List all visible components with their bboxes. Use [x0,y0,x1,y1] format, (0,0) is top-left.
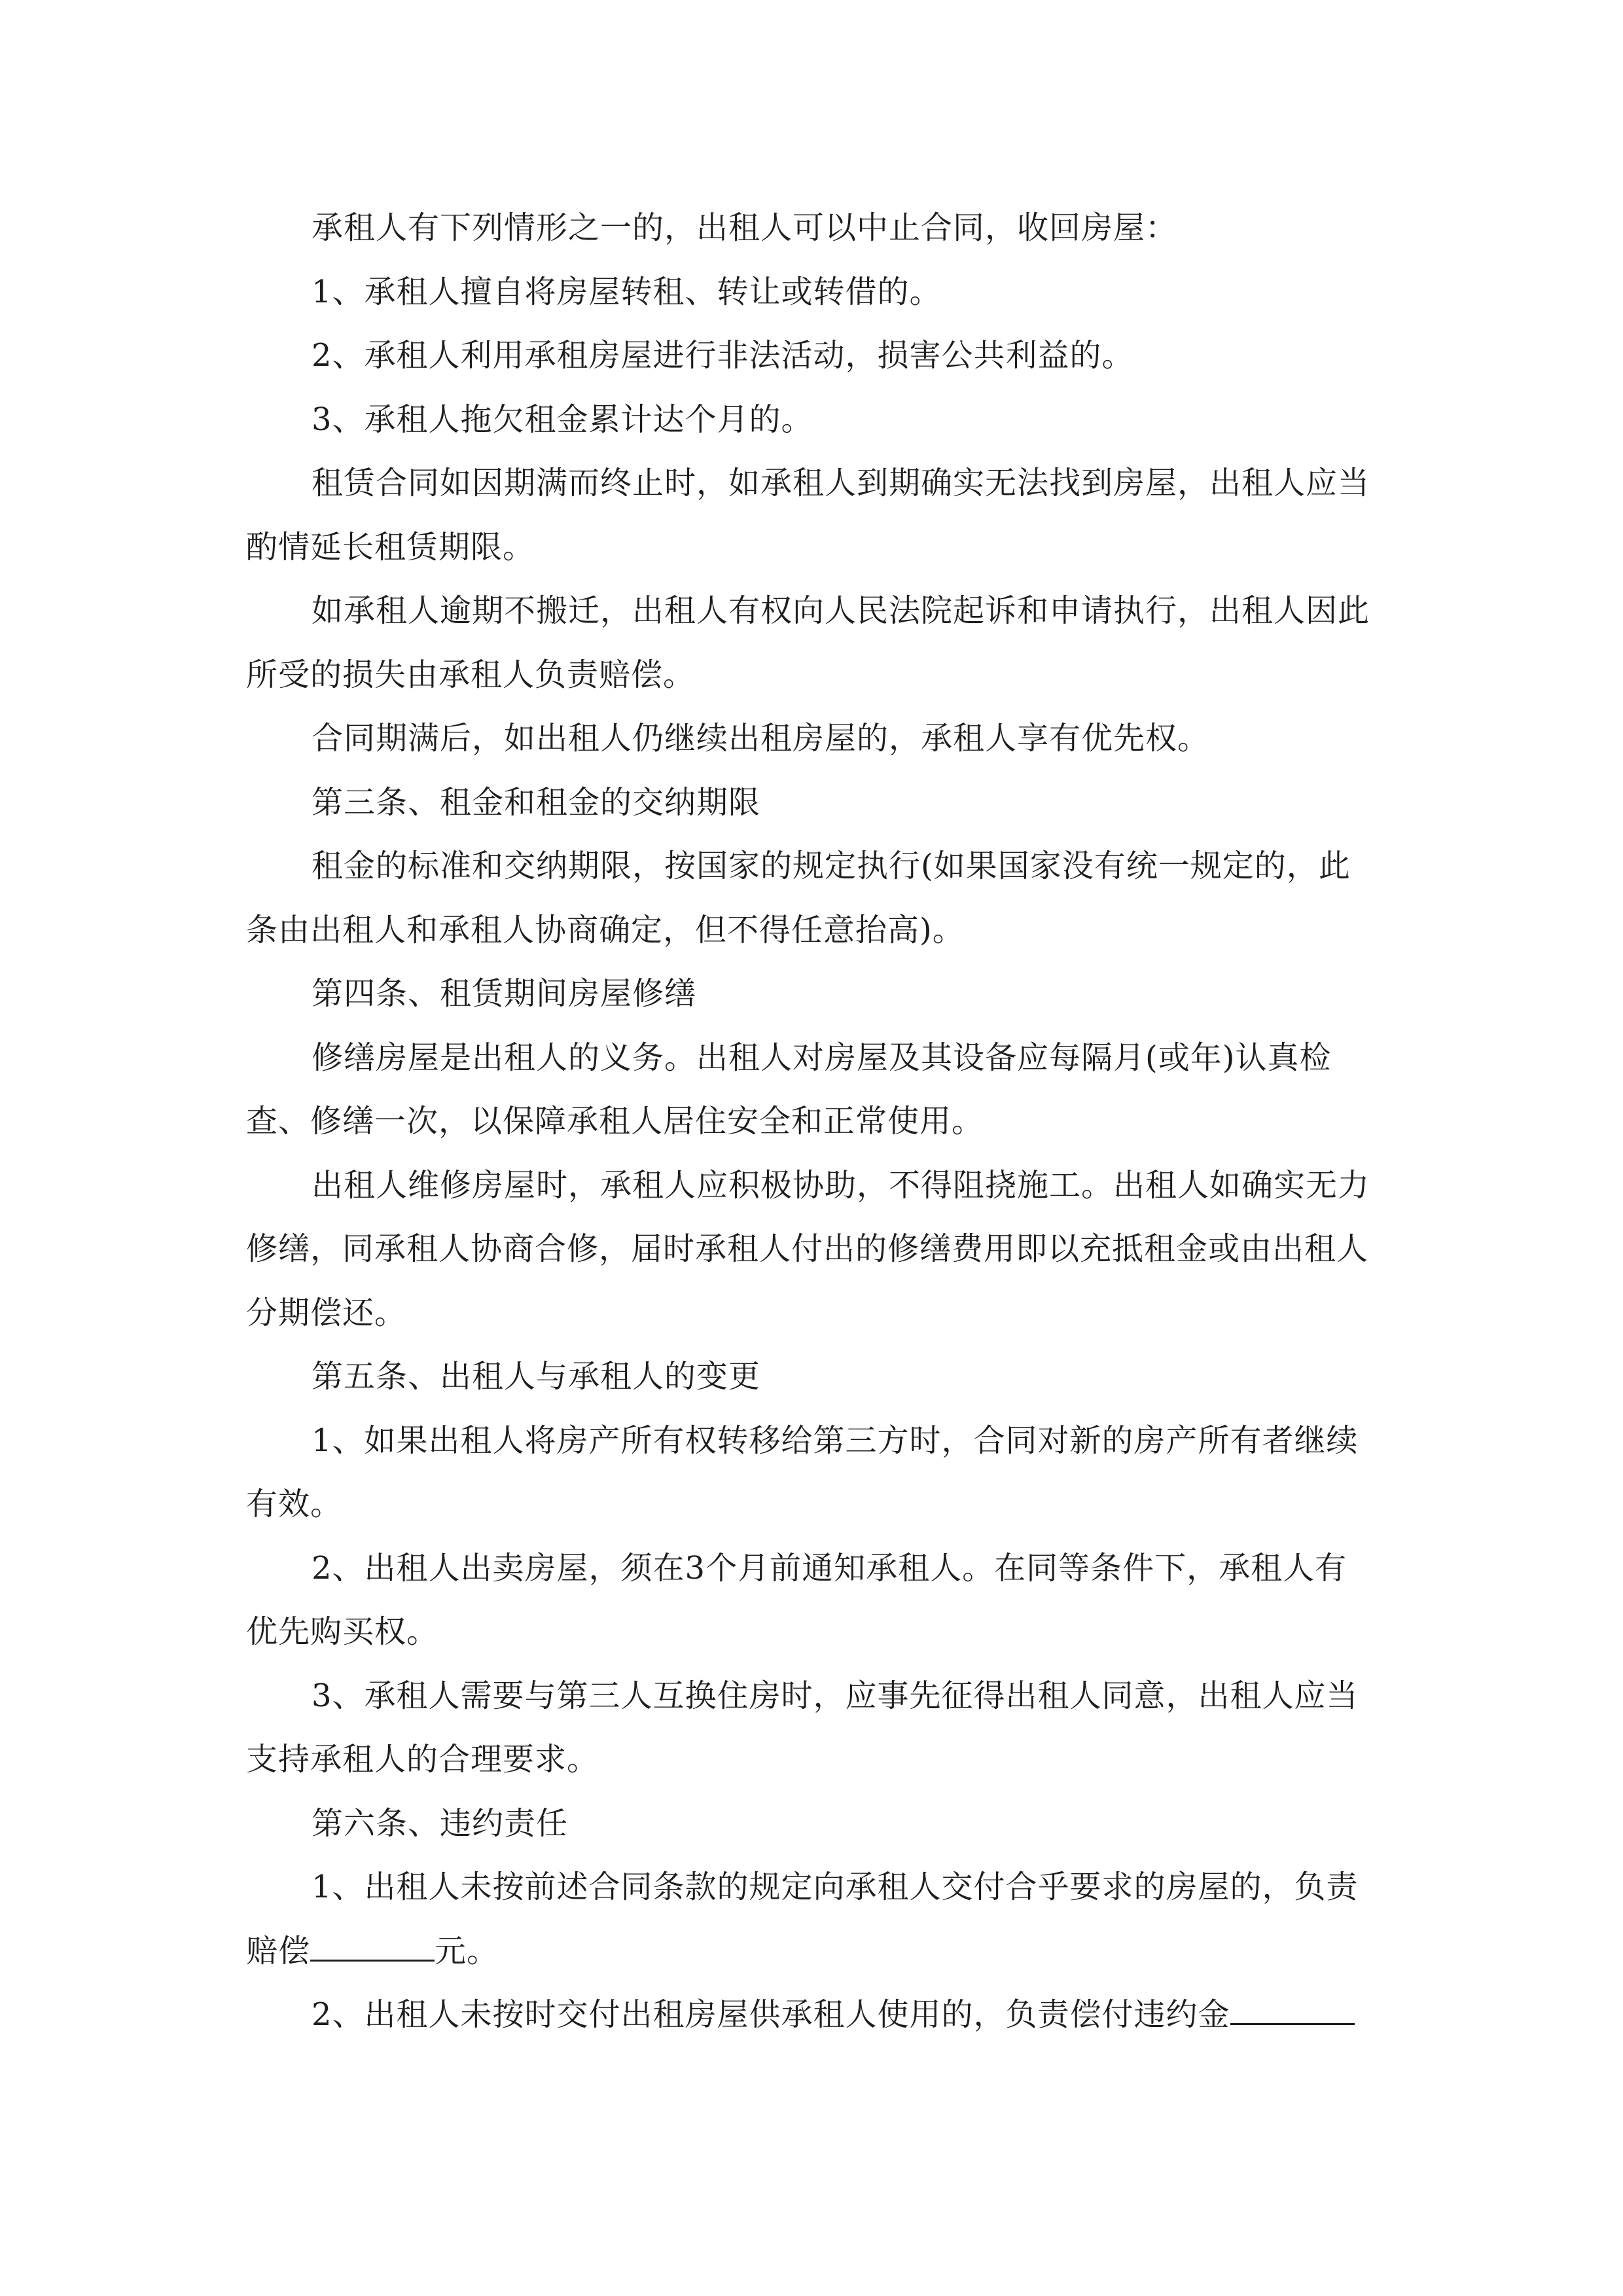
paragraph: 1、承租人擅自将房屋转租、转让或转借的。 [312,273,942,310]
paragraph: 3、承租人拖欠租金累计达个月的。 [312,401,813,438]
paragraph-with-blank [246,1856,1378,1983]
paragraph: 合同期满后，如出租人仍继续出租房屋的，承租人享有优先权。 [312,720,1210,757]
section-heading: 第四条、租赁期间房屋修缮 [312,975,697,1012]
paragraph: 1、如果出租人将房产所有权转移给第三方时，合同对新的房产所有者继续有效。 [246,1422,1359,1522]
section-heading: 第六条、违约责任 [312,1804,569,1842]
paragraph: 3、承租人需要与第三人互换住房时，应事先征得出租人同意，出租人应当支持承租人的合理要求。 [246,1677,1359,1778]
paragraph: 出租人维修房屋时，承租人应积极协助，不得阻挠施工。出租人如确实无力修缮，同承租人协商合修，届时承租人付出的修缮费用即以充抵租金或由出租人分期偿还。 [246,1166,1370,1331]
section-heading: 第五条、出租人与承租人的变更 [312,1358,761,1395]
paragraph-text: 元。 [435,1932,499,1969]
fill-in-blank [1230,1984,1355,2025]
paragraph-text: 2、出租人未按时交付出租房屋供承租人使用的，负责偿付违约金 [312,1996,1230,2033]
paragraph: 修缮房屋是出租人的义务。出租人对房屋及其设备应每隔月(或年)认真检查、修缮一次，以保障承租人居住安全和正常使用。 [246,1039,1332,1139]
section-heading: 第三条、租金和租金的交纳期限 [312,783,761,821]
paragraph: 如承租人逾期不搬迁，出租人有权向人民法院起诉和申请执行，出租人因此所受的损失由承租人负责赔偿。 [246,592,1370,693]
paragraph-text: 1、出租人未按前述合同条款的规定向承租人交付合乎要求的房屋的，负责赔偿 [246,1869,1359,1969]
paragraph: 承租人有下列情形之一的，出租人可以中止合同，收回房屋： [312,209,1178,246]
paragraph: 租金的标准和交纳期限，按国家的规定执行(如果国家没有统一规定的，此条由出租人和承租人协商确定，但不得任意抬高)。 [246,848,1351,948]
fill-in-blank [310,1920,435,1962]
document-body [246,196,1378,2047]
paragraph: 2、出租人出卖房屋，须在3个月前通知承租人。在同等条件下，承租人有优先购买权。 [246,1549,1347,1650]
paragraph: 2、承租人利用承租房屋进行非法活动，损害公共利益的。 [312,337,1134,374]
paragraph: 租赁合同如因期满而终止时，如承租人到期确实无法找到房屋，出租人应当酌情延长租赁期限。 [246,465,1370,565]
paragraph-with-blank [246,1983,1378,2047]
